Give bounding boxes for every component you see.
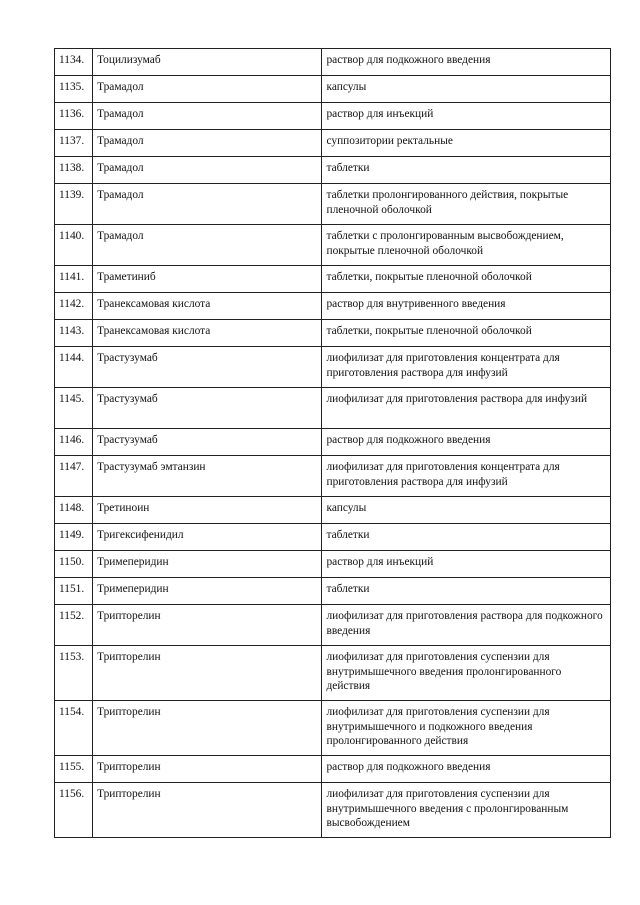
table-body bbox=[55, 49, 611, 838]
table-row bbox=[55, 184, 611, 225]
drug-name-cell: Трастузумаб bbox=[93, 429, 322, 456]
row-number-cell: 1147. bbox=[55, 456, 93, 497]
dosage-form-cell: раствор для инъекций bbox=[322, 103, 611, 130]
dosage-form-cell: лиофилизат для приготовления раствора для подкожного введения bbox=[322, 605, 611, 646]
drug-name-cell: Трамадол bbox=[93, 184, 322, 225]
row-number-cell: 1141. bbox=[55, 266, 93, 293]
drug-name-cell: Трипторелин bbox=[93, 701, 322, 756]
table-row bbox=[55, 130, 611, 157]
drug-name-cell: Трастузумаб эмтанзин bbox=[93, 456, 322, 497]
dosage-form-cell: таблетки bbox=[322, 578, 611, 605]
table-row bbox=[55, 157, 611, 184]
table-row bbox=[55, 551, 611, 578]
drug-name-cell: Трамадол bbox=[93, 157, 322, 184]
table-row bbox=[55, 388, 611, 429]
drug-name-cell: Трамадол bbox=[93, 130, 322, 157]
table-row bbox=[55, 524, 611, 551]
row-number-cell: 1138. bbox=[55, 157, 93, 184]
row-number-cell: 1155. bbox=[55, 756, 93, 783]
table-row bbox=[55, 578, 611, 605]
dosage-form-cell: таблетки с пролонгированным высвобождением, покрытые пленочной оболочкой bbox=[322, 225, 611, 266]
row-number-cell: 1156. bbox=[55, 783, 93, 838]
table-row bbox=[55, 320, 611, 347]
drug-name-cell: Трамадол bbox=[93, 76, 322, 103]
row-number-cell: 1142. bbox=[55, 293, 93, 320]
row-number-cell: 1140. bbox=[55, 225, 93, 266]
dosage-form-cell: лиофилизат для приготовления суспензии для внутримышечного и подкожного введения пролонгированного действия bbox=[322, 701, 611, 756]
row-number-cell: 1144. bbox=[55, 347, 93, 388]
dosage-form-cell: раствор для внутривенного введения bbox=[322, 293, 611, 320]
dosage-form-cell: лиофилизат для приготовления концентрата для приготовления раствора для инфузий bbox=[322, 347, 611, 388]
row-number-cell: 1136. bbox=[55, 103, 93, 130]
dosage-form-cell: лиофилизат для приготовления суспензии для внутримышечного введения пролонгированного действия bbox=[322, 646, 611, 701]
drug-name-cell: Трипторелин bbox=[93, 605, 322, 646]
table-row bbox=[55, 646, 611, 701]
table-row bbox=[55, 783, 611, 838]
table-row bbox=[55, 76, 611, 103]
drug-name-cell: Третиноин bbox=[93, 497, 322, 524]
drug-name-cell: Трипторелин bbox=[93, 783, 322, 838]
row-number-cell: 1137. bbox=[55, 130, 93, 157]
table-row bbox=[55, 225, 611, 266]
row-number-cell: 1151. bbox=[55, 578, 93, 605]
row-number-cell: 1143. bbox=[55, 320, 93, 347]
drug-name-cell: Трамадол bbox=[93, 225, 322, 266]
row-number-cell: 1150. bbox=[55, 551, 93, 578]
dosage-form-cell: лиофилизат для приготовления концентрата для приготовления раствора для инфузий bbox=[322, 456, 611, 497]
drug-name-cell: Трипторелин bbox=[93, 756, 322, 783]
row-number-cell: 1146. bbox=[55, 429, 93, 456]
row-number-cell: 1154. bbox=[55, 701, 93, 756]
dosage-form-cell: таблетки bbox=[322, 524, 611, 551]
drug-list-table bbox=[54, 48, 611, 838]
table-row bbox=[55, 293, 611, 320]
table-row bbox=[55, 456, 611, 497]
table-row bbox=[55, 429, 611, 456]
drug-name-cell: Тригексифенидил bbox=[93, 524, 322, 551]
drug-name-cell: Трипторелин bbox=[93, 646, 322, 701]
drug-name-cell: Трастузумаб bbox=[93, 388, 322, 429]
dosage-form-cell: лиофилизат для приготовления суспензии для внутримышечного введения с пролонгированным высвобождением bbox=[322, 783, 611, 838]
row-number-cell: 1148. bbox=[55, 497, 93, 524]
dosage-form-cell: капсулы bbox=[322, 76, 611, 103]
dosage-form-cell: капсулы bbox=[322, 497, 611, 524]
row-number-cell: 1152. bbox=[55, 605, 93, 646]
row-number-cell: 1134. bbox=[55, 49, 93, 76]
drug-name-cell: Тоцилизумаб bbox=[93, 49, 322, 76]
dosage-form-cell: таблетки пролонгированного действия, покрытые пленочной оболочкой bbox=[322, 184, 611, 225]
table-row bbox=[55, 49, 611, 76]
drug-name-cell: Трастузумаб bbox=[93, 347, 322, 388]
table-row bbox=[55, 347, 611, 388]
dosage-form-cell: суппозитории ректальные bbox=[322, 130, 611, 157]
row-number-cell: 1135. bbox=[55, 76, 93, 103]
table-row bbox=[55, 497, 611, 524]
row-number-cell: 1145. bbox=[55, 388, 93, 429]
dosage-form-cell: раствор для подкожного введения bbox=[322, 429, 611, 456]
dosage-form-cell: таблетки, покрытые пленочной оболочкой bbox=[322, 320, 611, 347]
row-number-cell: 1139. bbox=[55, 184, 93, 225]
drug-name-cell: Тримеперидин bbox=[93, 578, 322, 605]
drug-name-cell: Тримеперидин bbox=[93, 551, 322, 578]
table-row bbox=[55, 701, 611, 756]
row-number-cell: 1149. bbox=[55, 524, 93, 551]
table-row bbox=[55, 103, 611, 130]
row-number-cell: 1153. bbox=[55, 646, 93, 701]
dosage-form-cell: лиофилизат для приготовления раствора для инфузий bbox=[322, 388, 611, 429]
dosage-form-cell: таблетки, покрытые пленочной оболочкой bbox=[322, 266, 611, 293]
table-row bbox=[55, 605, 611, 646]
dosage-form-cell: раствор для подкожного введения bbox=[322, 49, 611, 76]
table-row bbox=[55, 756, 611, 783]
dosage-form-cell: таблетки bbox=[322, 157, 611, 184]
drug-name-cell: Транексамовая кислота bbox=[93, 293, 322, 320]
dosage-form-cell: раствор для подкожного введения bbox=[322, 756, 611, 783]
drug-name-cell: Траметиниб bbox=[93, 266, 322, 293]
table-row bbox=[55, 266, 611, 293]
drug-name-cell: Трамадол bbox=[93, 103, 322, 130]
dosage-form-cell: раствор для инъекций bbox=[322, 551, 611, 578]
drug-name-cell: Транексамовая кислота bbox=[93, 320, 322, 347]
